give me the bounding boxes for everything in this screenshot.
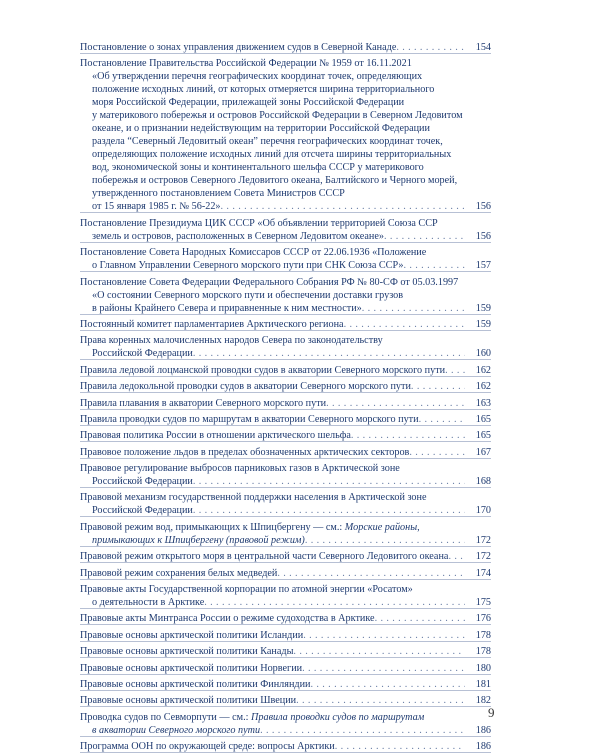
toc-entry-line	[80, 174, 491, 187]
toc-entry-line	[80, 380, 491, 393]
toc-entry-text: земель и островов, расположенных в Северном Ледовитом океане»	[92, 230, 384, 242]
toc-entry-line	[80, 645, 491, 658]
toc-page-number: 154	[465, 41, 491, 54]
toc-entry-line	[80, 491, 491, 504]
toc-entry-line	[80, 397, 491, 410]
toc-entry-text: Правовая политика России в отношении арктического шельфа	[80, 430, 351, 442]
toc-entry-text: Постановление Президиума ЦИК СССР «Об объявлении территорией Союза ССР	[80, 217, 438, 229]
toc-entry-line	[80, 161, 491, 174]
toc-entry-line	[80, 550, 491, 563]
toc-entry-text: определяющих положение исходных линий для отсчета ширины территориальных	[92, 149, 452, 161]
toc-entry-text: раздела “Северный Ледовитый океан” перечня географических координат точек,	[92, 136, 443, 148]
toc-entry-line	[80, 230, 491, 243]
toc-entry-text: Правовой режим открытого моря в центральной части Северного Ледовитого океана	[80, 551, 449, 563]
toc-page-number: 165	[465, 413, 491, 426]
toc-entry[interactable]	[80, 334, 491, 360]
toc-entry-text: Постановление Правительства Российской Федерации № 1959 от 16.11.2021	[80, 58, 412, 70]
toc-entry-text: Правовой режим сохранения белых медведей	[80, 567, 278, 579]
toc-entry-text: Правовые акты Государственной корпорации по атомной энергии «Росатом»	[80, 584, 413, 596]
toc-entry-text: океане, и о признании недействующим на территории Российской Федерации	[92, 123, 430, 135]
toc-entry-line	[80, 740, 491, 753]
toc-entry-line	[80, 364, 491, 377]
toc-page-number: 159	[465, 302, 491, 315]
toc-page-number: 168	[465, 475, 491, 488]
toc-entry-text: побережья и островов Северного Ледовитого океана, Балтийского и Черного морей,	[92, 175, 458, 187]
toc-cross-reference[interactable]: Правила проводки судов по маршрутам	[251, 711, 425, 723]
toc-entry[interactable]	[80, 462, 491, 488]
toc-entry-line	[80, 413, 491, 426]
toc-page-number: 186	[465, 740, 491, 753]
page-number: 9	[488, 705, 495, 720]
toc-page-number: 186	[465, 724, 491, 737]
toc-entry[interactable]	[80, 380, 491, 393]
toc-entry-text: о деятельности в Арктике	[92, 597, 205, 609]
toc-cross-reference[interactable]: Морские районы,	[344, 521, 420, 533]
toc-page-number: 181	[465, 678, 491, 691]
toc-page-number: 172	[465, 550, 491, 563]
toc-page-number: 174	[465, 567, 491, 580]
toc-entry-text: Правовой режим вод, примыкающих к Шпицбергену — см.:	[80, 521, 345, 533]
toc-entry-line	[80, 96, 491, 109]
toc-entry[interactable]	[80, 740, 491, 753]
toc-entry[interactable]	[80, 413, 491, 426]
toc-entry-line	[80, 694, 491, 707]
toc-entry[interactable]	[80, 364, 491, 377]
toc-entry-text: от 15 января 1985 г. № 56-22»	[92, 201, 221, 213]
toc-entry-line	[80, 521, 491, 534]
toc-entry-line	[80, 462, 491, 475]
toc-entry-text: Правила ледокольной проводки судов в акватории Северного морского пути	[80, 381, 411, 393]
toc-entry-text: в акватории Северного морского пути	[92, 724, 261, 736]
toc-entry-text: о Главном Управлении Северного морского пути при СНК Союза ССР»	[92, 260, 404, 272]
toc-entry[interactable]	[80, 446, 491, 459]
toc-entry[interactable]	[80, 217, 491, 243]
toc-entry-line	[80, 711, 491, 724]
toc-page-number: 167	[465, 446, 491, 459]
toc-entry-text: Российской Федерации	[92, 476, 193, 488]
toc-entry-line	[80, 259, 491, 272]
toc-entry[interactable]	[80, 276, 491, 315]
toc-entry-line	[80, 217, 491, 230]
toc-entry-text: Правила ледовой лоцманской проводки судов в акватории Северного морского пути	[80, 364, 446, 376]
toc-page-number: 180	[465, 662, 491, 675]
toc-entry-text: Правовые основы арктической политики Канады	[80, 646, 294, 658]
toc-entry-text: Правовой механизм государственной поддержки населения в Арктической зоне	[80, 492, 427, 504]
toc-page-number: 162	[465, 364, 491, 377]
toc-entry-line	[80, 567, 491, 580]
toc-entry-text: моря Российской Федерации, прилежащей зоны Российской Федерации	[92, 97, 405, 109]
toc-page-number: 178	[465, 629, 491, 642]
toc-entry[interactable]	[80, 583, 491, 609]
toc-entry-text: Программа ООН по окружающей среде: вопросы Арктики	[80, 741, 335, 753]
toc-page-number: 163	[465, 397, 491, 410]
toc-entry-line	[80, 148, 491, 161]
toc-entry-line	[80, 70, 491, 83]
toc-page-number: 182	[465, 694, 491, 707]
toc-entry-text: в районы Крайнего Севера и приравненные к ним местности»	[92, 302, 362, 314]
toc-entry-text: Постановление о зонах управления движением судов в Северной Канаде	[80, 42, 397, 53]
toc-entry-text: Постановление Совета Федерации Федерального Собрания РФ № 80-СФ от 05.03.1997	[80, 276, 459, 288]
toc-entry[interactable]	[80, 318, 491, 331]
toc-entry-text: Правовые основы арктической политики Швеции	[80, 695, 297, 707]
toc-entry[interactable]	[80, 429, 491, 442]
toc-page-number: 176	[465, 612, 491, 625]
toc-entry[interactable]	[80, 521, 491, 547]
toc-entry[interactable]	[80, 246, 491, 272]
toc-entry[interactable]	[80, 491, 491, 517]
toc-entry-line	[80, 596, 491, 609]
toc-entry-line	[80, 629, 491, 642]
toc-entry-line	[80, 41, 491, 54]
toc-entry[interactable]	[80, 567, 491, 580]
toc-entry-line	[80, 246, 491, 259]
toc-entry-text: Права коренных малочисленных народов Севера по законодательству	[80, 335, 383, 347]
toc-entry-text: Правила плавания в акватории Северного морского пути	[80, 397, 327, 409]
toc-entry-text: Правовые основы арктической политики Исландии	[80, 629, 304, 641]
toc-entry-line	[80, 200, 491, 213]
toc-page-number: 178	[465, 645, 491, 658]
toc-entry[interactable]	[80, 678, 491, 691]
toc-entry[interactable]	[80, 711, 491, 737]
toc-entry[interactable]	[80, 629, 491, 642]
toc-entry-line	[80, 302, 491, 315]
toc-page-number: 165	[465, 429, 491, 442]
toc-page-number: 162	[465, 380, 491, 393]
toc-entry-line	[80, 347, 491, 360]
toc-page-number: 170	[465, 504, 491, 517]
toc-entry-line	[80, 612, 491, 625]
toc-entry-text: Проводка судов по Севморпути — см.:	[80, 711, 252, 723]
toc-entry-text: положение исходных линий, от которых отмеряется ширина территориального	[92, 84, 435, 96]
toc-entry-line	[80, 583, 491, 596]
toc-entry-line	[80, 122, 491, 135]
toc-entry-line	[80, 289, 491, 302]
toc-entry[interactable]	[80, 612, 491, 625]
toc-page-number: 156	[465, 200, 491, 213]
toc-entry-line	[80, 318, 491, 331]
toc-entry-line	[80, 135, 491, 148]
toc-entry-text: Правила проводки судов по маршрутам в акватории Северного морского пути	[80, 413, 419, 425]
toc-entry[interactable]	[80, 694, 491, 707]
toc-page-number: 160	[465, 347, 491, 360]
toc-entry-text: Российской Федерации	[92, 505, 193, 517]
toc-page-number: 175	[465, 596, 491, 609]
toc-entry-text: Правовые акты Минтранса России о режиме судоходства в Арктике	[80, 613, 375, 625]
toc-entry-text: «Об утверждении перечня географических координат точек, определяющих	[92, 71, 423, 83]
toc-entry[interactable]	[80, 662, 491, 675]
toc-entry[interactable]	[80, 550, 491, 563]
toc-entry-text: Постоянный комитет парламентариев Арктического региона	[80, 318, 344, 330]
toc-entry-line	[80, 678, 491, 691]
toc-entry[interactable]	[80, 57, 491, 213]
toc-entry[interactable]	[80, 41, 491, 54]
toc-entry-text: у материкового побережья и островов Российской Федерации в Северном Ледовитом	[92, 110, 463, 122]
toc-entry-text: Правовые основы арктической политики Норвегии	[80, 662, 303, 674]
toc-entry-text: «О состоянии Северного морского пути и обеспечении доставки грузов	[92, 289, 404, 301]
toc-entry-text: Правовое положение льдов в пределах обозначенных арктических секторов	[80, 446, 410, 458]
toc-entry-text: Правовые основы арктической политики Финляндии	[80, 678, 311, 690]
toc-page-number: 157	[465, 259, 491, 272]
toc-entry-line	[80, 724, 491, 737]
toc-page-number: 156	[465, 230, 491, 243]
toc-entry-line	[80, 334, 491, 347]
toc-entry-line	[80, 662, 491, 675]
toc-entry-text: утвержденного постановлением Совета Министров СССР	[92, 188, 345, 200]
toc-entry-line	[80, 429, 491, 442]
toc-entry[interactable]	[80, 397, 491, 410]
toc-entry-text: Российской Федерации	[92, 348, 193, 360]
toc-entry-line	[80, 475, 491, 488]
toc-entry-line	[80, 83, 491, 96]
toc-entry-line	[80, 109, 491, 122]
table-of-contents	[80, 41, 491, 753]
toc-entry-line	[80, 446, 491, 459]
toc-entry-text: Правовое регулирование выбросов парниковых газов в Арктической зоне	[80, 463, 400, 475]
toc-entry-text: вод, экономической зоны и континентального шельфа СССР у материкового	[92, 162, 424, 174]
toc-entry-text: Постановление Совета Народных Комиссаров СССР от 22.06.1936 «Положение	[80, 247, 427, 259]
toc-page-number: 159	[465, 318, 491, 331]
toc-entry-text: примыкающих к Шпицбергену (правовой режим)	[92, 534, 305, 546]
toc-entry-line	[80, 534, 491, 547]
toc-entry-line	[80, 504, 491, 517]
toc-entry-line	[80, 276, 491, 289]
toc-entry-line	[80, 187, 491, 200]
toc-entry-line	[80, 57, 491, 70]
toc-entry[interactable]	[80, 645, 491, 658]
toc-page-number: 172	[465, 534, 491, 547]
